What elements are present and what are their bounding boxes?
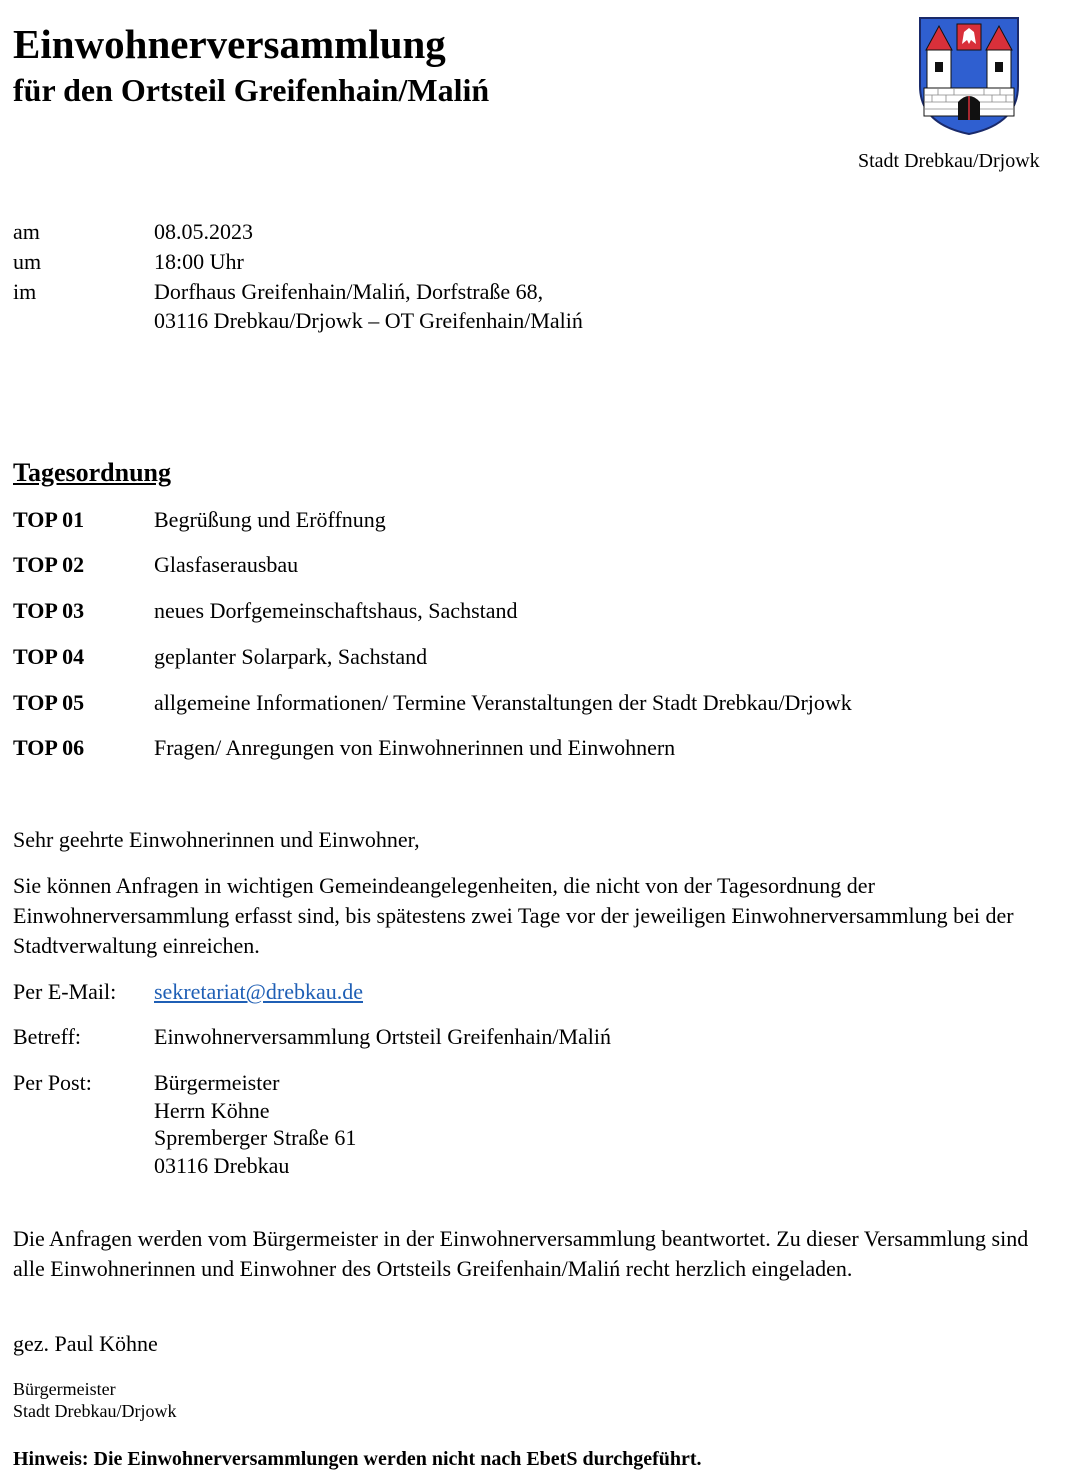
signer-org: Stadt Drebkau/Drjowk: [13, 1401, 177, 1421]
intro-paragraph: Sie können Anfragen in wichtigen Gemeindeangelegenheiten, die nicht von der Tagesordnung der Einwohnerversammlung erfasst sind, bis spätestens zwei Tage vor der jeweiligen Einwohnerversammlung bei der Stadtverwaltung einreichen.: [13, 873, 1014, 958]
agenda-item-text: Fragen/ Anregungen von Einwohnerinnen und Einwohnern: [154, 735, 676, 760]
agenda-item-number: TOP 05: [13, 690, 85, 715]
email-label: Per E-Mail:: [13, 979, 117, 1004]
city-label: Stadt Drebkau/Drjowk: [858, 150, 1040, 172]
agenda-item-number: TOP 04: [13, 644, 85, 669]
agenda-item-number: TOP 03: [13, 598, 85, 623]
date-label: am: [13, 219, 40, 244]
closing-paragraph: Die Anfragen werden vom Bürgermeister in der Einwohnerversammlung beantwortet. Zu dieser Versammlung sind alle Einwohnerinnen und Einwohner des Ortsteils Greifenhain/Maliń recht herzlich eingeladen.: [13, 1226, 1029, 1281]
place-label: im: [13, 279, 37, 304]
post-address-line: Spremberger Straße 61: [154, 1125, 357, 1150]
subject-label: Betreff:: [13, 1024, 82, 1049]
agenda-item-text: Glasfaserausbau: [154, 552, 299, 577]
note: Hinweis: Die Einwohnerversammlungen werden nicht nach EbetS durchgeführt.: [13, 1448, 702, 1470]
agenda-item-number: TOP 01: [13, 507, 85, 532]
place-line-1: Dorfhaus Greifenhain/Maliń, Dorfstraße 68,: [154, 279, 544, 304]
signature: gez. Paul Köhne: [13, 1331, 158, 1356]
time-value: 18:00 Uhr: [154, 249, 244, 274]
post-label: Per Post:: [13, 1070, 92, 1095]
agenda-item-text: allgemeine Informationen/ Termine Veranstaltungen der Stadt Drebkau/Drjowk: [154, 690, 852, 715]
place-line-2: 03116 Drebkau/Drjowk – OT Greifenhain/Maliń: [154, 308, 583, 333]
page-subtitle: für den Ortsteil Greifenhain/Maliń: [13, 72, 490, 108]
time-label: um: [13, 249, 42, 274]
agenda-item-number: TOP 02: [13, 552, 85, 577]
signer-role: Bürgermeister: [13, 1379, 116, 1399]
agenda-item-number: TOP 06: [13, 735, 85, 760]
agenda-heading: Tagesordnung: [13, 458, 171, 487]
post-address-line: Herrn Köhne: [154, 1098, 270, 1123]
page-title: Einwohnerversammlung: [13, 21, 446, 67]
post-address-line: 03116 Drebkau: [154, 1153, 290, 1178]
coat-of-arms-icon: [918, 16, 1020, 136]
agenda-item-text: neues Dorfgemeinschaftshaus, Sachstand: [154, 598, 518, 623]
salutation: Sehr geehrte Einwohnerinnen und Einwohner,: [13, 827, 420, 852]
agenda-item-text: Begrüßung und Eröffnung: [154, 507, 386, 532]
date-value: 08.05.2023: [154, 219, 253, 244]
agenda-item-text: geplanter Solarpark, Sachstand: [154, 644, 428, 669]
subject-value: Einwohnerversammlung Ortsteil Greifenhain/Maliń: [154, 1024, 611, 1049]
post-address-line: Bürgermeister: [154, 1070, 280, 1095]
email-link[interactable]: sekretariat@drebkau.de: [154, 979, 363, 1004]
